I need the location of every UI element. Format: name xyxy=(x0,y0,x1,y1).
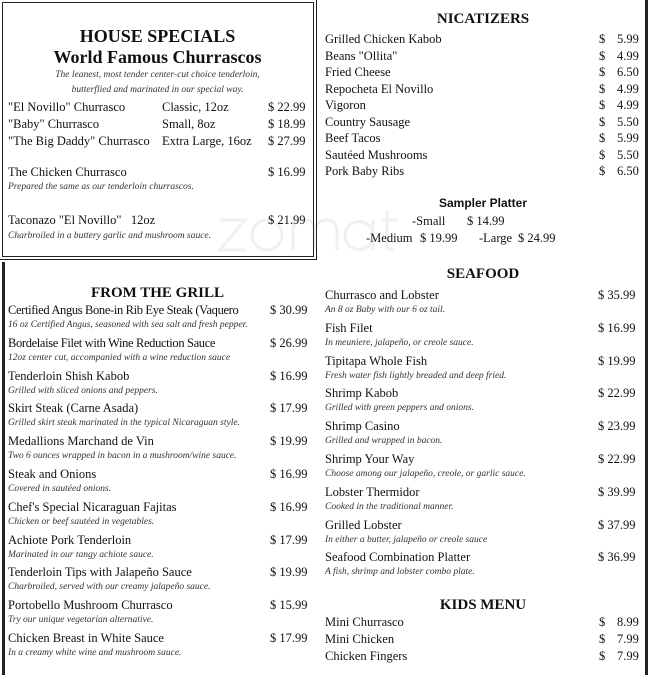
menu-item-price: $ 19.99 xyxy=(598,353,636,368)
menu-item-price: 6.50 xyxy=(617,65,639,79)
menu-item-desc: Grilled with sliced onions and peppers. xyxy=(8,385,158,396)
menu-item-currency: $ xyxy=(599,65,606,79)
menu-item-name: Certified Angus Bone-in Rib Eye Steak (Vaquero xyxy=(8,303,239,317)
menu-item-currency: $ xyxy=(599,615,606,629)
menu-item-name: Shrimp Casino xyxy=(325,419,400,434)
menu-item-name: Portobello Mushroom Churrasco xyxy=(8,598,173,613)
menu-item-desc: 16 oz Certified Angus, seasoned with sea salt and fresh pepper. xyxy=(8,320,248,330)
menu-item-name: Fried Cheese xyxy=(325,65,391,79)
menu-item-desc: In either a butter, jalapeño or creole sauce xyxy=(325,534,488,545)
kids-title: KIDS MENU xyxy=(439,597,527,613)
churrasco-price: $ 27.99 xyxy=(268,134,306,148)
menu-item-name: Chicken Fingers xyxy=(325,648,408,663)
menu-item-price: $ 17.99 xyxy=(270,631,308,645)
menu-item-name: Mini Chicken xyxy=(325,631,395,646)
menu-item-currency: $ xyxy=(599,147,606,162)
menu-item-name: Shrimp Your Way xyxy=(325,452,415,466)
menu-item-desc: A fish, shrimp and lobster combo plate. xyxy=(325,567,475,578)
menu-item-price: $ 17.99 xyxy=(270,532,308,547)
menu-item-desc: In a creamy white wine and mushroom sauce. xyxy=(8,648,182,658)
menu-item-name: Vigoron xyxy=(325,98,366,112)
taconazo-name: Taconazo "El Novillo" 12oz xyxy=(8,213,156,227)
menu-item-name: Bordelaise Filet with Wine Reduction Sauce xyxy=(8,335,216,350)
menu-item-name: Chef's Special Nicaraguan Fajitas xyxy=(8,499,177,514)
menu-item-desc: Two 6 ounces wrapped in bacon in a mushroom/wine sauce. xyxy=(8,451,237,462)
menu-item-name: Fish Filet xyxy=(325,320,373,335)
menu-item-price: $ 37.99 xyxy=(598,517,636,532)
churrasco-price: $ 22.99 xyxy=(268,100,306,114)
churrasco-size: Extra Large, 16oz xyxy=(162,134,252,148)
churrasco-size: Classic, 12oz xyxy=(162,100,229,114)
menu-item-name: Grilled Chicken Kabob xyxy=(325,32,442,46)
menu-item-price: $ 22.99 xyxy=(598,452,636,466)
menu-item-name: Chicken Breast in White Sauce xyxy=(8,631,164,645)
menu-item-desc: Grilled with green peppers and onions. xyxy=(325,403,474,414)
menu-item-price: 4.99 xyxy=(617,98,639,112)
menu-item-name: Achiote Pork Tenderloin xyxy=(8,532,132,547)
menu-item-price: $ 16.99 xyxy=(270,467,308,481)
menu-item-name: Beef Tacos xyxy=(325,131,381,145)
sampler-title: Sampler Platter xyxy=(438,196,528,210)
menu-item-currency: $ xyxy=(599,98,606,112)
menu-item-price: $ 22.99 xyxy=(598,386,636,401)
menu-item-name: Churrasco and Lobster xyxy=(325,288,439,302)
sampler-large-price: $ 24.99 xyxy=(518,231,556,245)
menu-item-desc: Grilled skirt steak marinated in the typical Nicaraguan style. xyxy=(8,418,240,429)
taconazo-desc: Charbroiled in a buttery garlic and mushroom sauce. xyxy=(8,231,212,241)
menu-item-name: Pork Baby Ribs xyxy=(325,164,405,178)
sampler-small-price: $ 14.99 xyxy=(467,214,505,228)
menu-item-desc: Try our unique vegetarian alternative. xyxy=(8,615,154,626)
menu-item-currency: $ xyxy=(599,648,606,663)
menu-item-price: $ 36.99 xyxy=(598,550,636,565)
menu-item-currency: $ xyxy=(599,48,606,63)
menu-item-desc: Choose among our jalapeño, creole, or garlic sauce. xyxy=(325,469,526,479)
menu-item-price: 5.99 xyxy=(617,32,639,46)
chicken-churrasco-price: $ 16.99 xyxy=(268,165,306,179)
menu-item-price: $ 30.99 xyxy=(270,303,308,317)
menu-item-price: 6.50 xyxy=(617,164,639,178)
menu-item-price: 5.99 xyxy=(617,131,639,145)
menu-item-price: $ 15.99 xyxy=(270,598,308,613)
menu-item-desc: Charbroiled, served with our creamy jalapeño sauce. xyxy=(8,582,211,593)
menu-item-desc: Cooked in the traditional manner. xyxy=(325,501,454,512)
menu-item-desc: In meuniere, jalapeño, or creole sauce. xyxy=(325,337,474,348)
menu-item-currency: $ xyxy=(599,131,606,145)
house-specials-subtitle: World Famous Churrascos xyxy=(53,47,262,67)
menu-item-currency: $ xyxy=(599,114,606,129)
sampler-medium-price: $ 19.99 xyxy=(420,231,458,245)
menu-item-price: $ 26.99 xyxy=(270,335,308,350)
menu-item-desc: Marinated in our tangy achiote sauce. xyxy=(8,549,154,560)
menu-item-name: Lobster Thermidor xyxy=(325,484,420,499)
nicatizers-title: NICATIZERS xyxy=(436,11,530,27)
house-specials-desc-1: The leanest, most tender center-cut choice tenderloin, xyxy=(55,70,260,80)
left-border xyxy=(2,262,5,675)
menu-item-name: Skirt Steak (Carne Asada) xyxy=(8,401,139,416)
menu-item-price: 5.50 xyxy=(617,114,639,129)
menu-item-price: $ 19.99 xyxy=(270,565,308,580)
menu-item-price: 7.99 xyxy=(617,648,639,663)
menu-item-desc: Covered in sautéed onions. xyxy=(8,484,112,494)
seafood-title: SEAFOOD xyxy=(446,266,520,282)
churrasco-name: "El Novillo" Churrasco xyxy=(8,100,126,114)
grill-title: FROM THE GRILL xyxy=(90,285,225,301)
menu-item-price: $ 19.99 xyxy=(270,434,308,449)
churrasco-price: $ 18.99 xyxy=(268,117,306,131)
menu-item-name: Mini Churrasco xyxy=(325,615,404,629)
sampler-medium: -Medium xyxy=(366,231,413,245)
menu-item-price: $ 16.99 xyxy=(598,320,636,335)
menu-item-desc: An 8 oz Baby with our 6 oz tail. xyxy=(325,305,446,315)
menu-item-name: Grilled Lobster xyxy=(325,517,402,532)
menu-item-name: Tipitapa Whole Fish xyxy=(325,353,428,368)
menu-item-name: Seafood Combination Platter xyxy=(325,550,471,565)
menu-item-name: Tenderloin Shish Kabob xyxy=(8,368,130,383)
menu-item-price: $ 39.99 xyxy=(598,484,636,499)
menu-item-desc: 12oz center cut, accompanied with a wine reduction sauce xyxy=(8,352,231,363)
menu-item-desc: Grilled and wrapped in bacon. xyxy=(325,436,443,447)
menu-item-price: $ 23.99 xyxy=(598,419,636,434)
menu-item-price: 4.99 xyxy=(617,81,639,96)
menu-item-name: Repocheta El Novillo xyxy=(325,81,434,96)
churrasco-name: "Baby" Churrasco xyxy=(8,117,100,131)
taconazo-price: $ 21.99 xyxy=(268,213,306,227)
sampler-large: -Large xyxy=(479,231,513,245)
menu-item-name: Country Sausage xyxy=(325,114,411,129)
menu-item-desc: Fresh water fish lightly breaded and deep fried. xyxy=(325,370,507,381)
menu-item-name: Shrimp Kabob xyxy=(325,386,399,401)
house-specials-desc-2: butterflied and marinated in our special way. xyxy=(71,85,244,95)
menu-item-name: Medallions Marchand de Vin xyxy=(8,434,154,449)
menu-item-price: $ 16.99 xyxy=(270,499,308,514)
churrasco-name: "The Big Daddy" Churrasco xyxy=(8,134,150,148)
menu-item-price: 8.99 xyxy=(617,615,639,629)
menu-item-price: $ 16.99 xyxy=(270,368,308,383)
menu-item-currency: $ xyxy=(599,631,606,646)
sampler-small: -Small xyxy=(412,214,446,228)
chicken-churrasco-name: The Chicken Churrasco xyxy=(8,165,127,179)
menu-item-name: Sautéed Mushrooms xyxy=(325,147,428,162)
churrasco-size: Small, 8oz xyxy=(162,117,216,131)
menu-item-price: $ 35.99 xyxy=(598,288,636,302)
menu-item-currency: $ xyxy=(599,81,606,96)
menu-item-desc: Chicken or beef sautéed in vegetables. xyxy=(8,516,155,527)
house-specials-title: HOUSE SPECIALS xyxy=(79,26,236,46)
menu-item-price: 7.99 xyxy=(617,631,639,646)
menu-item-name: Tenderloin Tips with Jalapeño Sauce xyxy=(8,565,192,580)
right-border xyxy=(645,0,648,675)
menu-item-currency: $ xyxy=(599,164,606,178)
chicken-churrasco-desc: Prepared the same as our tenderloin churrascos. xyxy=(8,182,194,192)
menu-item-name: Beans "Ollita" xyxy=(325,48,398,63)
menu-item-price: 4.99 xyxy=(617,48,639,63)
menu-item-name: Steak and Onions xyxy=(8,467,97,481)
menu-item-currency: $ xyxy=(599,32,606,46)
menu-item-price: 5.50 xyxy=(617,147,639,162)
menu-item-price: $ 17.99 xyxy=(270,401,308,416)
